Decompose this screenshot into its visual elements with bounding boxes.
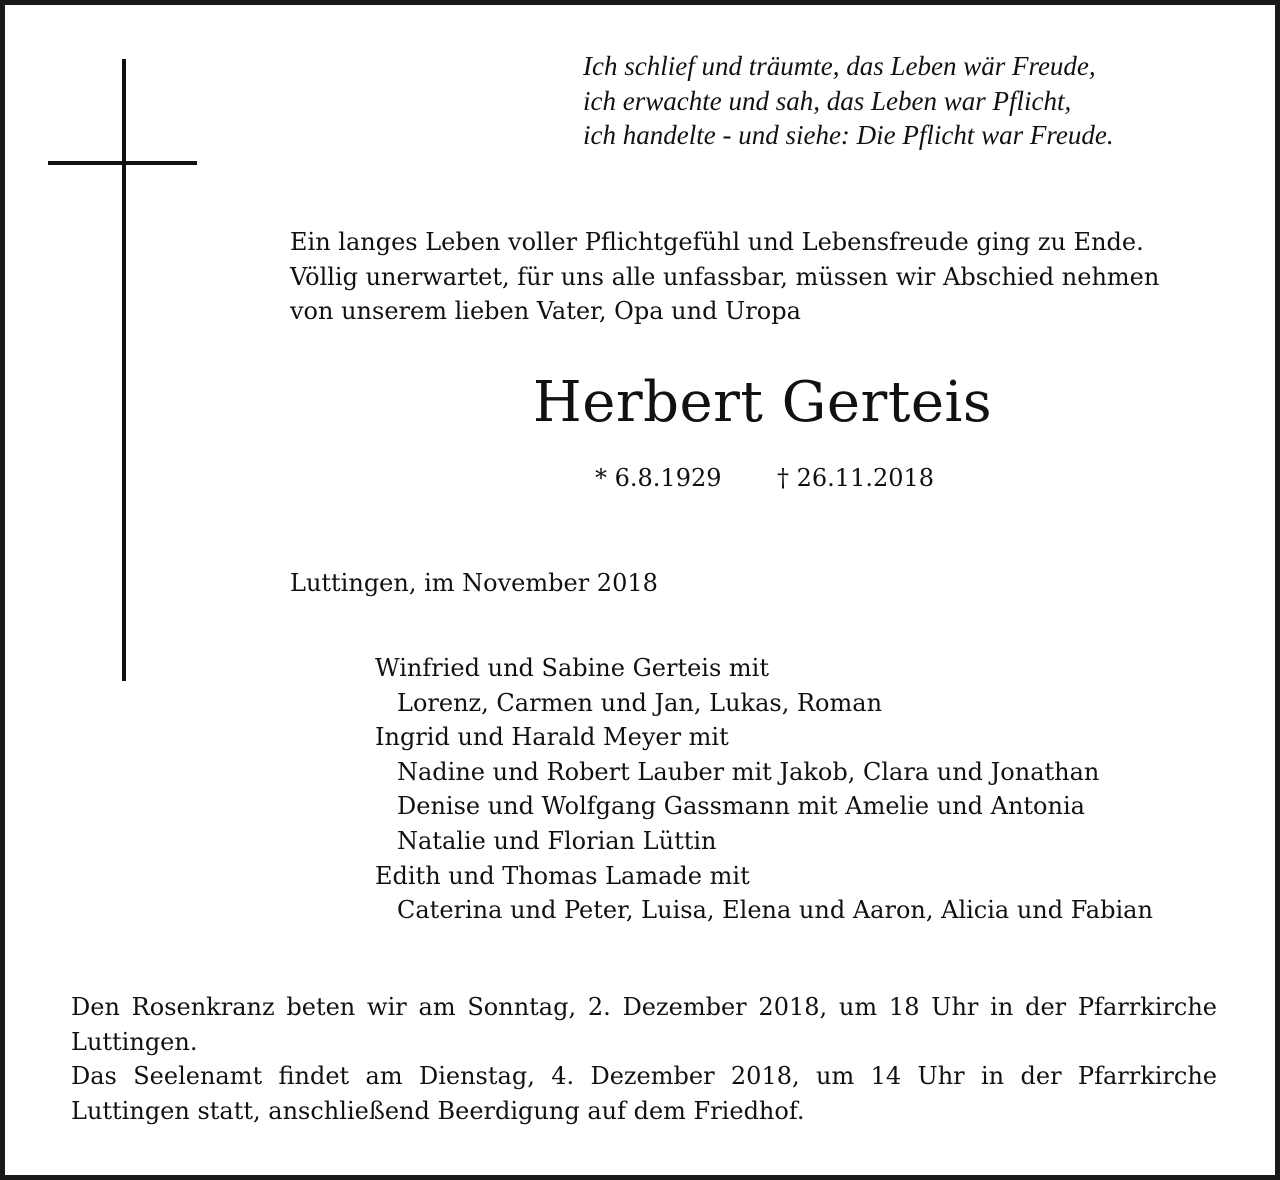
mourner-children: Lorenz, Carmen und Jan, Lukas, Roman bbox=[397, 688, 883, 717]
service-line: Den Rosenkranz beten wir am Sonntag, 2. Dezember 2018, um 18 Uhr in der Pfarrkirche bbox=[71, 993, 1217, 1021]
service-line: Luttingen statt, anschließend Beerdigung auf dem Friedhof. bbox=[71, 1096, 805, 1125]
intro-line: Völlig unerwartet, für uns alle unfassbar, müssen wir Abschied nehmen bbox=[290, 262, 1160, 291]
service-line: Das Seelenamt findet am Dienstag, 4. Dezember 2018, um 14 Uhr in der Pfarrkirche bbox=[71, 1062, 1217, 1090]
deceased-name: Herbert Gerteis bbox=[532, 370, 993, 435]
death-date: † 26.11.2018 bbox=[777, 464, 935, 492]
mourner-children: Caterina und Peter, Luisa, Elena und Aaron, Alicia und Fabian bbox=[397, 896, 1153, 925]
place-and-date: Luttingen, im November 2018 bbox=[290, 569, 658, 597]
intro-line: Ein langes Leben voller Pflichtgefühl und Lebensfreude ging zu Ende. bbox=[290, 228, 1144, 256]
service-line: Luttingen. bbox=[71, 1027, 198, 1056]
poem-line: ich erwachte und sah, das Leben war Pflicht, bbox=[583, 85, 1072, 116]
mourner-family: Edith und Thomas Lamade mit bbox=[375, 861, 750, 890]
mourners-list bbox=[375, 651, 1255, 928]
service-information bbox=[71, 990, 1217, 1128]
mourner-children: Denise und Wolfgang Gassmann mit Amelie und Antonia bbox=[397, 792, 1085, 821]
mourner-children: Nadine und Robert Lauber mit Jakob, Clara und Jonathan bbox=[397, 757, 1100, 786]
birth-date: * 6.8.1929 bbox=[595, 464, 722, 492]
mourner-children: Natalie und Florian Lüttin bbox=[397, 826, 717, 855]
poem-line: Ich schlief und träumte, das Leben wär Freude, bbox=[583, 51, 1096, 81]
poem-quote bbox=[583, 49, 1243, 153]
cross-icon-horizontal-bar bbox=[48, 161, 197, 165]
intro-text bbox=[290, 225, 1250, 329]
mourner-family: Ingrid und Harald Meyer mit bbox=[375, 723, 729, 752]
cross-icon-vertical-bar bbox=[122, 59, 126, 681]
intro-line: von unserem lieben Vater, Opa und Uropa bbox=[290, 297, 801, 325]
poem-line: ich handelte - und siehe: Die Pflicht war Freude. bbox=[583, 120, 1114, 150]
mourner-family: Winfried und Sabine Gerteis mit bbox=[375, 654, 769, 682]
